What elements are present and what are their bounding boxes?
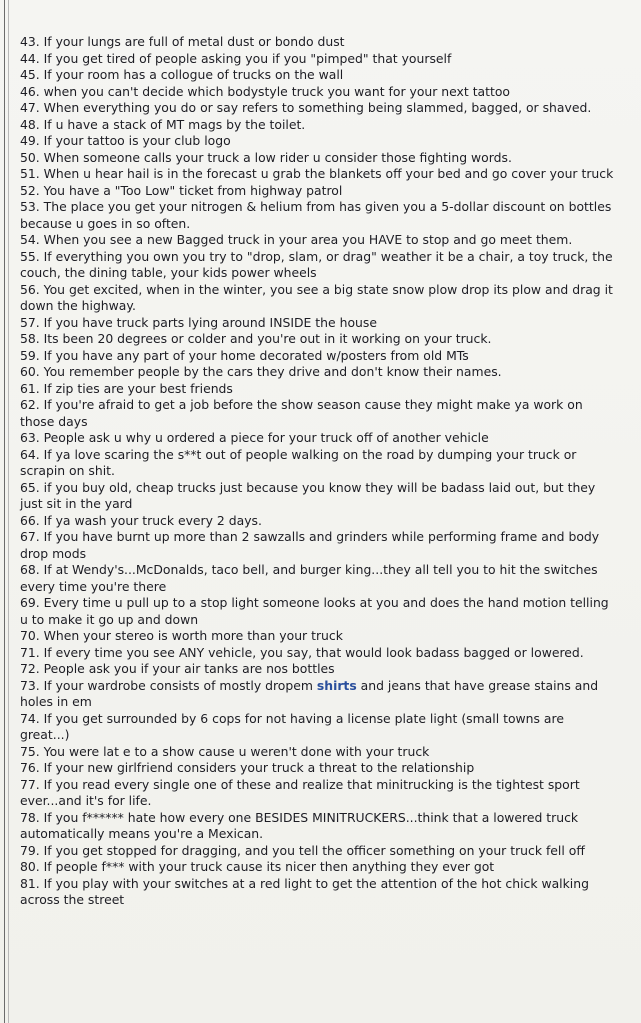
list-item: 45. If your room has a collogue of trucks on the wall <box>20 67 344 82</box>
list-item: 53. The place you get your nitrogen & helium from has given you a 5-dollar discount on bottles because u goes in so often. <box>20 199 612 231</box>
list-item: 71. If every time you see ANY vehicle, you say, that would look badass bagged or lowered. <box>20 644 584 660</box>
list-item: 77. If you read every single one of these and realize that minitrucking is the tightest sport ever...and it's for life. <box>20 776 580 808</box>
list-item: 66. If ya wash your truck every 2 days. <box>20 512 262 528</box>
list-item: 65. if you buy old, cheap trucks just because you know they will be badass laid out, but they just sit in the yard <box>20 479 596 511</box>
numbered-list <box>20 34 614 909</box>
list-item: 80. If people f*** with your truck cause its nicer then anything they ever got <box>20 859 495 874</box>
list-item: 74. If you get surrounded by 6 cops for not having a license plate light (small towns are great...) <box>20 710 564 742</box>
list-item: 44. If you get tired of people asking you if you "pimped" that yourself <box>20 50 452 66</box>
list-item: 81. If you play with your switches at a red light to get the attention of the hot chick walking across the street <box>20 875 589 907</box>
list-item: 58. Its been 20 degrees or colder and you're out in it working on your truck. <box>20 331 492 346</box>
list-item: 64. If ya love scaring the s**t out of people walking on the road by dumping your truck or scrapin on shit. <box>20 446 577 478</box>
list-item: 50. When someone calls your truck a low rider u consider those fighting words. <box>20 149 512 165</box>
list-item: 61. If zip ties are your best friends <box>20 380 233 396</box>
list-item: 69. Every time u pull up to a stop light someone looks at you and does the hand motion telling u to make it go up and down <box>20 595 609 627</box>
list-item: 76. If your new girlfriend considers your truck a threat to the relationship <box>20 760 475 775</box>
list-item: 59. If you have any part of your home decorated w/posters from old MTs <box>20 347 469 363</box>
list-item: 56. You get excited, when in the winter, you see a big state snow plow drop its plow and drag it down the highway. <box>20 281 613 313</box>
list-item: 55. If everything you own you try to "drop, slam, or drag" weather it be a chair, a toy truck, the couch, the dining table, your kids power wheels <box>20 248 613 280</box>
page-margin-line-faint <box>8 0 9 1023</box>
list-item: 43. If your lungs are full of metal dust or bondo dust <box>20 34 345 49</box>
list-item: 79. If you get stopped for dragging, and you tell the officer something on your truck fell off <box>20 842 585 858</box>
list-item: 63. People ask u why u ordered a piece for your truck off of another vehicle <box>20 430 489 445</box>
list-item: 75. You were lat e to a show cause u weren't done with your truck <box>20 743 430 759</box>
list-item: 60. You remember people by the cars they drive and don't know their names. <box>20 364 502 379</box>
list-item: 62. If you're afraid to get a job before the show season cause they might make ya work on those days <box>20 397 583 429</box>
list-item: 78. If you f****** hate how every one BESIDES MINITRUCKERS...think that a lowered truck automatically means you're a Mexican. <box>20 809 579 841</box>
list-item: 51. When u hear hail is in the forecast u grab the blankets off your bed and go cover your truck <box>20 166 614 181</box>
list-item: 72. People ask you if your air tanks are nos bottles <box>20 661 335 676</box>
list-item: 52. You have a "Too Low" ticket from highway patrol <box>20 182 343 198</box>
highlighted-word: shirts <box>316 677 357 693</box>
list-item: 47. When everything you do or say refers to something being slammed, bagged, or shaved. <box>20 100 592 115</box>
list-item: 68. If at Wendy's...McDonalds, taco bell, and burger king...they all tell you to hit the switches every time you're there <box>20 562 598 594</box>
list-item: 73. If your wardrobe consists of mostly dropem shirts and jeans that have grease stains and holes in em <box>20 677 599 709</box>
list-item: 46. when you can't decide which bodystyle truck you want for your next tattoo <box>20 83 511 99</box>
list-item: 54. When you see a new Bagged truck in your area you HAVE to stop and go meet them. <box>20 232 573 247</box>
list-item: 49. If your tattoo is your club logo <box>20 133 231 148</box>
page-margin-line <box>4 0 5 1023</box>
list-item: 57. If you have truck parts lying around INSIDE the house <box>20 314 377 330</box>
list-item: 48. If u have a stack of MT mags by the toilet. <box>20 116 306 132</box>
list-item: 67. If you have burnt up more than 2 sawzalls and grinders while performing frame and body drop mods <box>20 529 600 561</box>
list-item: 70. When your stereo is worth more than your truck <box>20 628 343 643</box>
